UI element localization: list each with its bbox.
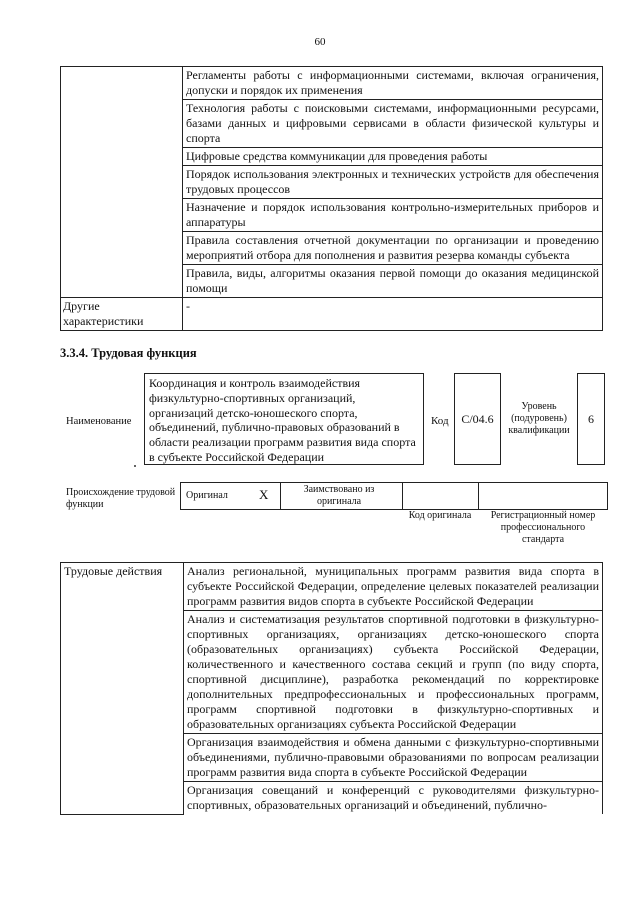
origin-frame: [180, 482, 608, 510]
original-mark: X: [259, 487, 269, 502]
knowledge-row: Цифровые средства коммуникации для проведения работы: [183, 148, 603, 166]
divider: [478, 482, 479, 510]
labor-actions-table: [60, 562, 603, 815]
level-value-box: 6: [577, 373, 605, 465]
divider: [280, 482, 281, 510]
other-characteristics-value: -: [183, 298, 603, 331]
knowledge-row: Правила, виды, алгоритмы оказания первой помощи до оказания медицинской помощи: [183, 265, 603, 298]
section-heading: 3.3.4. Трудовая функция: [60, 346, 197, 360]
action-row: Анализ региональной, муниципальных программ развития вида спорта в субъекте Российской Федерации, определение целевых показателей реализации программ развития видов спорта в субъекте Российской Федерации: [184, 563, 603, 611]
stray-mark: [134, 465, 136, 467]
original-label: Оригинал: [186, 490, 228, 501]
borrowed-label: Заимствовано из оригинала: [303, 484, 375, 507]
code-label: Код: [431, 415, 449, 427]
knowledge-row: Порядок использования электронных и технических устройств для обеспечения трудовых процессов: [183, 166, 603, 199]
knowledge-row: Правила составления отчетной документации по организации и проведению мероприятий отбора для пополнения и развития резерва команды субъекта: [183, 232, 603, 265]
origin-label: Происхождение трудовой функции: [66, 487, 176, 510]
function-name-box: Координация и контроль взаимодействия физкультурно-спортивных организаций, организаций детско-юношеского спорта, объединений, публично-правовых образований в области реализации программ развития вида спорта в субъекте Российской Федерации: [144, 373, 424, 465]
action-row-truncated: [184, 782, 603, 815]
name-label: Наименование: [66, 416, 132, 427]
code-original-caption: Код оригинала: [408, 510, 472, 521]
action-row: Организация взаимодействия и обмена данными с физкультурно-спортивными объединениями, публично-правовыми образованиями по вопросам реализации программ развития вида спорта в субъекте Российской Федерации: [184, 734, 603, 782]
empty-label-cell: [61, 67, 183, 298]
level-label: Уровень (подуровень) квалификации: [508, 401, 570, 436]
page-number: 60: [314, 36, 326, 48]
reg-number-caption: Регистрационный номер профессионального стандарта: [490, 510, 596, 545]
other-characteristics-label: Другие характеристики: [61, 298, 183, 331]
knowledge-table: [60, 66, 603, 331]
knowledge-row: Регламенты работы с информационными системами, включая ограничения, допуски и порядок их применения: [183, 67, 603, 100]
labor-actions-label: Трудовые действия: [61, 563, 184, 815]
knowledge-row: Назначение и порядок использования контрольно-измерительных приборов и аппаратуры: [183, 199, 603, 232]
knowledge-row: Технология работы с поисковыми системами, информационными ресурсами, базами данных и цифровыми сервисами в области физической культуры и спорта: [183, 100, 603, 148]
function-code-box: C/04.6: [454, 373, 501, 465]
action-row: Анализ и систематизация результатов спортивной подготовки в физкультурно-спортивных организациях, организациях детско-юношеского спорта (образовательных организациях) субъекта Российской Федерации, количественного и качественного состава секций и групп (по виду спорта, спортивной дисциплине), разработка рекомендаций по корректировке дополнительных предпрофессиональных и профессиональных программ, программ спортивной подготовки в физкультурно-спортивных и образовательных организациях субъекта Российской Федерации: [184, 611, 603, 734]
action-row-text: Организация совещаний и конференций с руководителями физкультурно-спортивных, образовательных организаций и объединений, публично-: [187, 783, 599, 812]
divider: [402, 482, 403, 510]
